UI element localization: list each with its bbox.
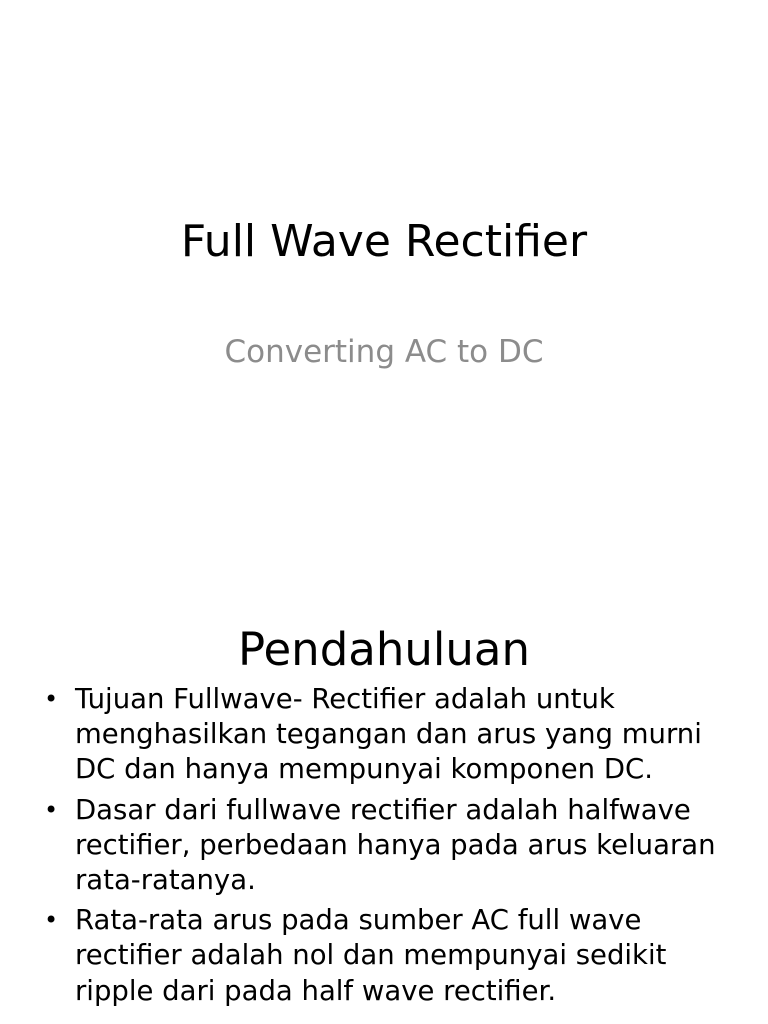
bullet-text: Dasar dari fullwave rectifier adalah halfwave rectifier, perbedaan hanya pada arus keluaran rata-ratanya. bbox=[75, 793, 716, 897]
bullet-item bbox=[44, 903, 734, 1009]
slide-subtitle: Converting AC to DC bbox=[224, 334, 544, 370]
bullet-text: Tujuan Fullwave- Rectifier adalah untuk menghasilkan tegangan dan arus yang murni DC dan hanya mempunyai komponen DC. bbox=[75, 683, 702, 786]
bullet-item bbox=[44, 682, 734, 788]
content-slide bbox=[0, 576, 768, 1024]
bullet-dot-icon: • bbox=[44, 906, 59, 935]
bullet-text: Rata-rata arus pada sumber AC full wave rectifier adalah nol dan mempunyai sedikit ripple dari pada half wave rectifier. bbox=[75, 904, 667, 1007]
bullet-dot-icon: • bbox=[44, 795, 59, 824]
slide-title: Pendahuluan bbox=[237, 623, 531, 676]
slide-title: Full Wave Rectifier bbox=[180, 216, 588, 267]
bullet-dot-icon: • bbox=[44, 685, 59, 713]
bullet-list bbox=[44, 682, 734, 1014]
bullet-item bbox=[44, 793, 734, 899]
